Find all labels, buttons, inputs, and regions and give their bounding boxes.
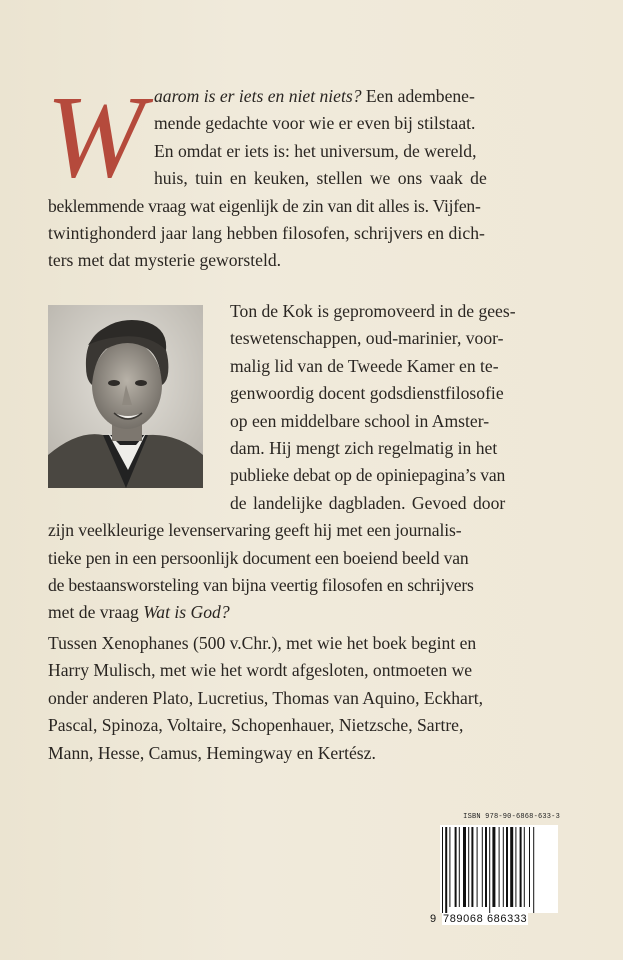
barcode [430,813,560,933]
intro-line: beklemmende vraag wat eigenlijk de zin van dit alles is. Vijfen- [48,195,481,216]
closing-line: Pascal, Spinoza, Voltaire, Schopenhauer, Nietzsche, Sartre, [48,715,464,736]
intro-paragraph [48,83,576,275]
intro-line: mende gedachte voor wie er even bij stilstaat. [154,113,476,134]
intro-line: ters met dat mysterie geworsteld. [48,250,282,271]
intro-line: En omdat er iets is: het universum, de wereld, [154,140,477,161]
isbn-label: ISBN 978-90-6868-633-3 [463,813,560,821]
barcode-bars [440,825,558,913]
barcode-graphic [440,825,558,913]
author-line: publieke debat op de opiniepagina’s van [230,465,506,486]
intro-line: twintighonderd jaar lang hebben filosofen, schrijvers en dich- [48,222,485,243]
author-line [48,599,576,626]
author-line: tieke pen in een persoonlijk document een boeiend beeld van [48,547,469,568]
closing-line: Harry Mulisch, met wie het wordt afgesloten, ontmoeten we [48,660,473,681]
closing-paragraph [48,630,576,767]
isbn-first-digit: 9 [430,913,437,925]
author-last-line-text: met de vraag [48,602,144,623]
intro-line [48,83,576,110]
author-line: Ton de Kok is gepromoveerd in de gees- [230,301,516,321]
author-line: malig lid van de Tweede Kamer en te- [230,355,499,376]
author-paragraph [48,298,576,627]
author-line: de landelijke dagbladen. Gevoed door [230,492,506,513]
author-line: de bestaansworsteling van bijna veertig filosofen en schrijvers [48,574,474,595]
closing-line: Tussen Xenophanes (500 v.Chr.), met wie het boek begint en [48,633,477,653]
author-line: genwoordig docent godsdienstfilosofie [230,383,504,404]
author-line: teswetenschappen, oud-marinier, voor- [230,328,504,349]
closing-line: Mann, Hesse, Camus, Hemingway en Kertész. [48,742,376,763]
author-line: op een middelbare school in Amster- [230,410,490,431]
intro-line: huis, tuin en keuken, stellen we ons vaak de [154,168,487,189]
author-line: dam. Hij mengt zich regelmatig in het [230,437,498,458]
closing-line: onder anderen Plato, Lucretius, Thomas van Aquino, Eckhart, [48,687,484,708]
isbn-digit-groups: 789068 686333 [443,913,528,925]
book-title: Wat is God? [143,602,230,623]
drop-cap: W [46,71,145,202]
author-line: zijn veelkleurige levenservaring geeft hij met een journalis- [48,520,462,541]
intro-line-text: Een adembene- [361,86,475,106]
intro-question: aarom is er iets en niet niets? [154,86,362,106]
